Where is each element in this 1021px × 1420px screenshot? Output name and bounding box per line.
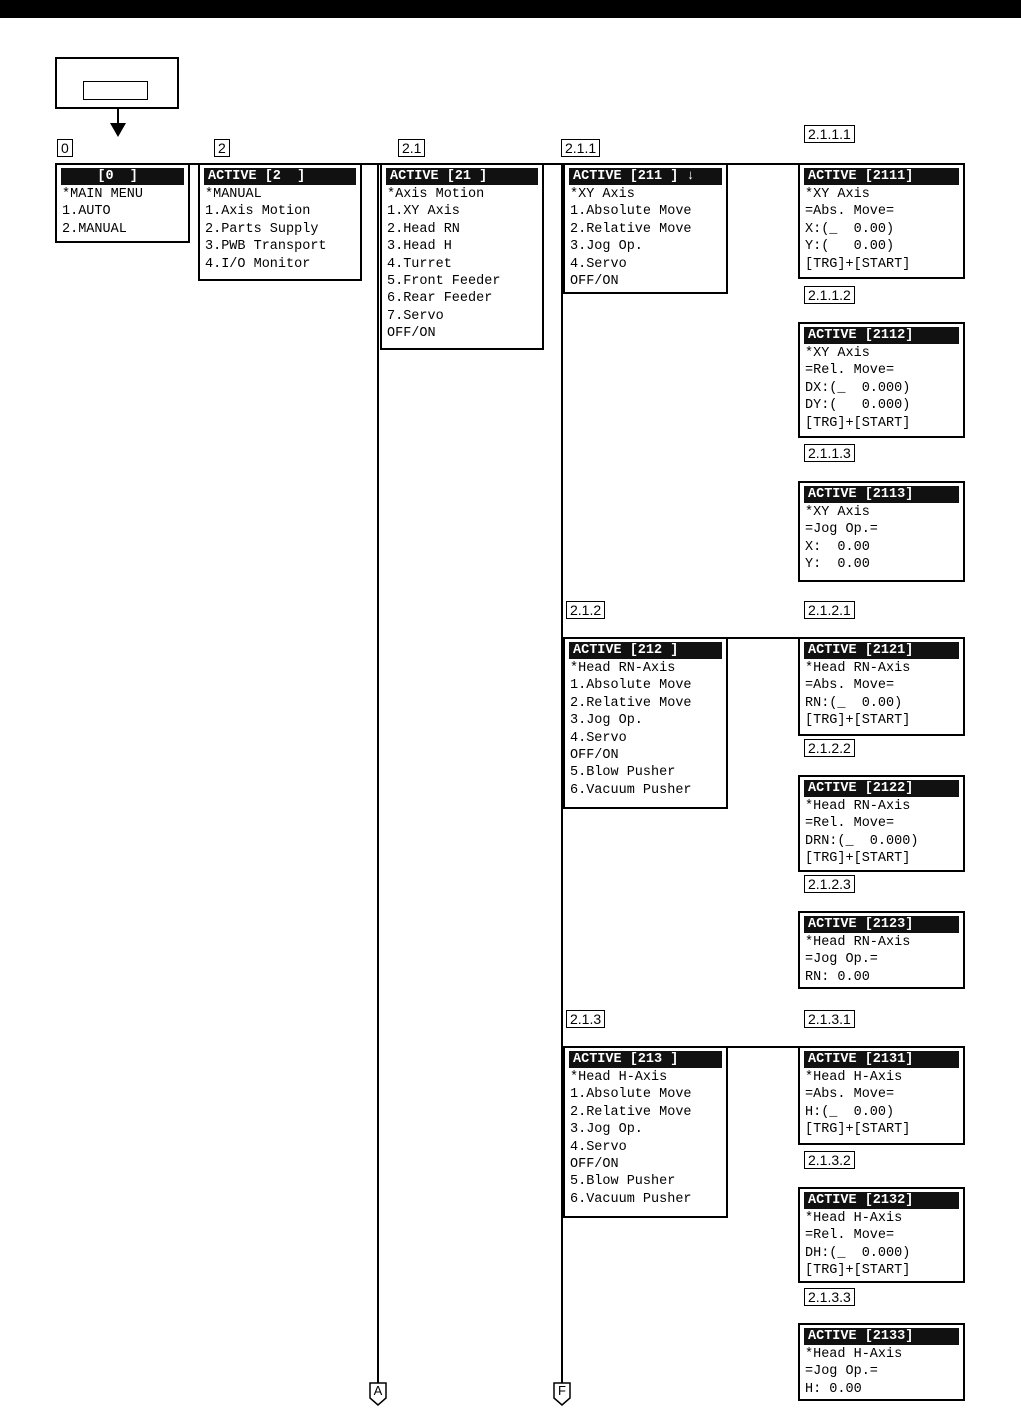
label-0: 0 xyxy=(57,139,73,157)
label-2-1-3: 2.1.3 xyxy=(566,1010,605,1028)
menu-line: =Abs. Move= xyxy=(805,204,895,220)
menu-line: DY:( 0.000) xyxy=(805,398,911,414)
menu-line: *Head H-Axis xyxy=(805,1211,903,1226)
menu-header: ACTIVE [213 ] xyxy=(569,1051,722,1068)
menu-line: *XY Axis xyxy=(805,187,870,202)
menu-line: =Jog Op.= xyxy=(805,522,878,538)
connector-a-label: A xyxy=(373,1383,383,1398)
menu-line: *MANUAL xyxy=(205,187,262,202)
menu-line: X:(_ 0.00) xyxy=(805,221,895,237)
menu-line: 6.Vacuum Pusher xyxy=(570,1191,692,1207)
menu-line: 1.AUTO xyxy=(62,204,111,220)
label-2-1-2-2: 2.1.2.2 xyxy=(804,739,855,757)
connector-a xyxy=(369,1382,387,1406)
menu-line: 5.Front Feeder xyxy=(387,274,501,290)
menu-line: 1.Absolute Move xyxy=(570,204,692,220)
menu-line: 1.XY Axis xyxy=(387,204,460,220)
menu-header: ACTIVE [2122] xyxy=(804,780,959,797)
menu-line: 4.Servo xyxy=(570,730,627,746)
label-2-1-2: 2.1.2 xyxy=(566,601,605,619)
menu-line: =Abs. Move= xyxy=(805,1087,895,1103)
menu-line: 3.Jog Op. xyxy=(570,1122,643,1138)
menu-screen-2-1-3-2 xyxy=(798,1187,965,1283)
menu-line: [TRG]+[START] xyxy=(805,256,911,272)
menu-line: H:(_ 0.00) xyxy=(805,1104,895,1120)
display-window xyxy=(83,81,148,100)
connector-line xyxy=(377,165,379,1383)
menu-line: [TRG]+[START] xyxy=(805,851,911,867)
menu-line: RN: 0.00 xyxy=(805,969,870,985)
label-2: 2 xyxy=(214,139,230,157)
menu-header: ACTIVE [2112] xyxy=(804,327,959,344)
menu-screen-2-1-1-1 xyxy=(798,163,965,279)
label-2-1-3-1: 2.1.3.1 xyxy=(804,1010,855,1028)
label-2-1-3-2: 2.1.3.2 xyxy=(804,1151,855,1169)
menu-line: DH:(_ 0.000) xyxy=(805,1245,911,1261)
menu-header: [0 ] xyxy=(61,168,184,185)
menu-header: ACTIVE [212 ] xyxy=(569,642,722,659)
menu-screen-2-1 xyxy=(380,163,544,350)
connector-f xyxy=(553,1382,571,1406)
menu-line: *XY Axis xyxy=(805,505,870,520)
connector-f-label: F xyxy=(558,1383,566,1398)
menu-line: *Head H-Axis xyxy=(805,1347,903,1362)
menu-line: 7.Servo xyxy=(387,308,444,324)
menu-screen-2-1-3-3 xyxy=(798,1323,965,1401)
menu-header: ACTIVE [2132] xyxy=(804,1192,959,1209)
menu-line: *XY Axis xyxy=(805,346,870,361)
menu-line: =Rel. Move= xyxy=(805,1228,895,1244)
menu-screen-2-1-2-3 xyxy=(798,911,965,989)
menu-line: OFF/ON xyxy=(387,326,436,342)
menu-line: *MAIN MENU xyxy=(62,187,144,202)
menu-line: =Abs. Move= xyxy=(805,678,895,694)
menu-line: 1.Axis Motion xyxy=(205,204,311,220)
menu-line: 2.Relative Move xyxy=(570,695,692,711)
menu-line: 6.Vacuum Pusher xyxy=(570,782,692,798)
label-2-1-1-3: 2.1.1.3 xyxy=(804,444,855,462)
menu-line: =Rel. Move= xyxy=(805,816,895,832)
menu-line: 5.Blow Pusher xyxy=(570,1174,676,1190)
label-2-1-1: 2.1.1 xyxy=(561,139,600,157)
menu-screen-2-1-1-2 xyxy=(798,322,965,438)
display-panel xyxy=(55,57,179,109)
menu-line: [TRG]+[START] xyxy=(805,1263,911,1279)
menu-line: DX:(_ 0.000) xyxy=(805,380,911,396)
menu-line: [TRG]+[START] xyxy=(805,713,911,729)
menu-screen-2 xyxy=(198,163,362,281)
menu-line: [TRG]+[START] xyxy=(805,1122,911,1138)
menu-line: DRN:(_ 0.000) xyxy=(805,833,919,849)
menu-line: *Head H-Axis xyxy=(805,1070,903,1085)
menu-header: ACTIVE [2133] xyxy=(804,1328,959,1345)
menu-header: ACTIVE [2131] xyxy=(804,1051,959,1068)
menu-screen-2-1-3 xyxy=(563,1046,728,1218)
menu-line: OFF/ON xyxy=(570,274,619,290)
label-2-1-1-2: 2.1.1.2 xyxy=(804,286,855,304)
menu-header: ACTIVE [21 ] xyxy=(386,168,538,185)
label-2-1-2-1: 2.1.2.1 xyxy=(804,601,855,619)
menu-header: ACTIVE [211 ] ↓ xyxy=(569,168,722,185)
menu-line: *Head RN-Axis xyxy=(570,661,676,676)
menu-screen-2-1-1-3 xyxy=(798,481,965,582)
down-arrow-icon xyxy=(110,123,126,137)
menu-line: 4.Turret xyxy=(387,256,452,272)
menu-line: *Axis Motion xyxy=(387,187,485,202)
menu-line: 2.MANUAL xyxy=(62,221,127,237)
menu-line: 3.Head H xyxy=(387,239,452,255)
label-2-1: 2.1 xyxy=(398,139,425,157)
menu-line: 2.Head RN xyxy=(387,221,460,237)
menu-line: *Head RN-Axis xyxy=(805,661,911,676)
menu-line: 5.Blow Pusher xyxy=(570,765,676,781)
menu-line: 2.Parts Supply xyxy=(205,221,319,237)
menu-line: Y:( 0.00) xyxy=(805,239,895,255)
menu-header: ACTIVE [2121] xyxy=(804,642,959,659)
menu-line: 2.Relative Move xyxy=(570,221,692,237)
menu-screen-2-1-1 xyxy=(563,163,728,294)
menu-line: *XY Axis xyxy=(570,187,635,202)
menu-line: =Jog Op.= xyxy=(805,952,878,968)
menu-header: ACTIVE [2123] xyxy=(804,916,959,933)
menu-line: OFF/ON xyxy=(570,1157,619,1173)
menu-line: 3.Jog Op. xyxy=(570,713,643,729)
menu-line: RN:(_ 0.00) xyxy=(805,695,903,711)
menu-screen-2-1-2 xyxy=(563,637,728,809)
menu-header: ACTIVE [2113] xyxy=(804,486,959,503)
label-2-1-3-3: 2.1.3.3 xyxy=(804,1288,855,1306)
menu-screen-2-1-2-2 xyxy=(798,775,965,872)
menu-line: 4.I/O Monitor xyxy=(205,256,311,272)
menu-line: 3.PWB Transport xyxy=(205,239,327,255)
label-2-1-2-3: 2.1.2.3 xyxy=(804,875,855,893)
menu-header: ACTIVE [2111] xyxy=(804,168,959,185)
top-rule xyxy=(0,0,1021,18)
menu-line: =Rel. Move= xyxy=(805,363,895,379)
menu-line: 3.Jog Op. xyxy=(570,239,643,255)
menu-line: *Head H-Axis xyxy=(570,1070,668,1085)
menu-screen-2-1-2-1 xyxy=(798,637,965,736)
menu-line: 4.Servo xyxy=(570,1139,627,1155)
menu-line: 1.Absolute Move xyxy=(570,1087,692,1103)
menu-line: Y: 0.00 xyxy=(805,557,870,573)
menu-line: [TRG]+[START] xyxy=(805,415,911,431)
menu-line: *Head RN-Axis xyxy=(805,935,911,950)
menu-line: *Head RN-Axis xyxy=(805,799,911,814)
menu-line: OFF/ON xyxy=(570,748,619,764)
menu-line: =Jog Op.= xyxy=(805,1364,878,1380)
menu-line: 6.Rear Feeder xyxy=(387,291,493,307)
menu-line: X: 0.00 xyxy=(805,539,870,555)
menu-header: ACTIVE [2 ] xyxy=(204,168,356,185)
menu-line: H: 0.00 xyxy=(805,1381,862,1397)
label-2-1-1-1: 2.1.1.1 xyxy=(804,125,855,143)
menu-line: 2.Relative Move xyxy=(570,1104,692,1120)
menu-screen-2-1-3-1 xyxy=(798,1046,965,1145)
menu-line: 1.Absolute Move xyxy=(570,678,692,694)
menu-screen-0 xyxy=(55,163,190,243)
menu-line: 4.Servo xyxy=(570,256,627,272)
